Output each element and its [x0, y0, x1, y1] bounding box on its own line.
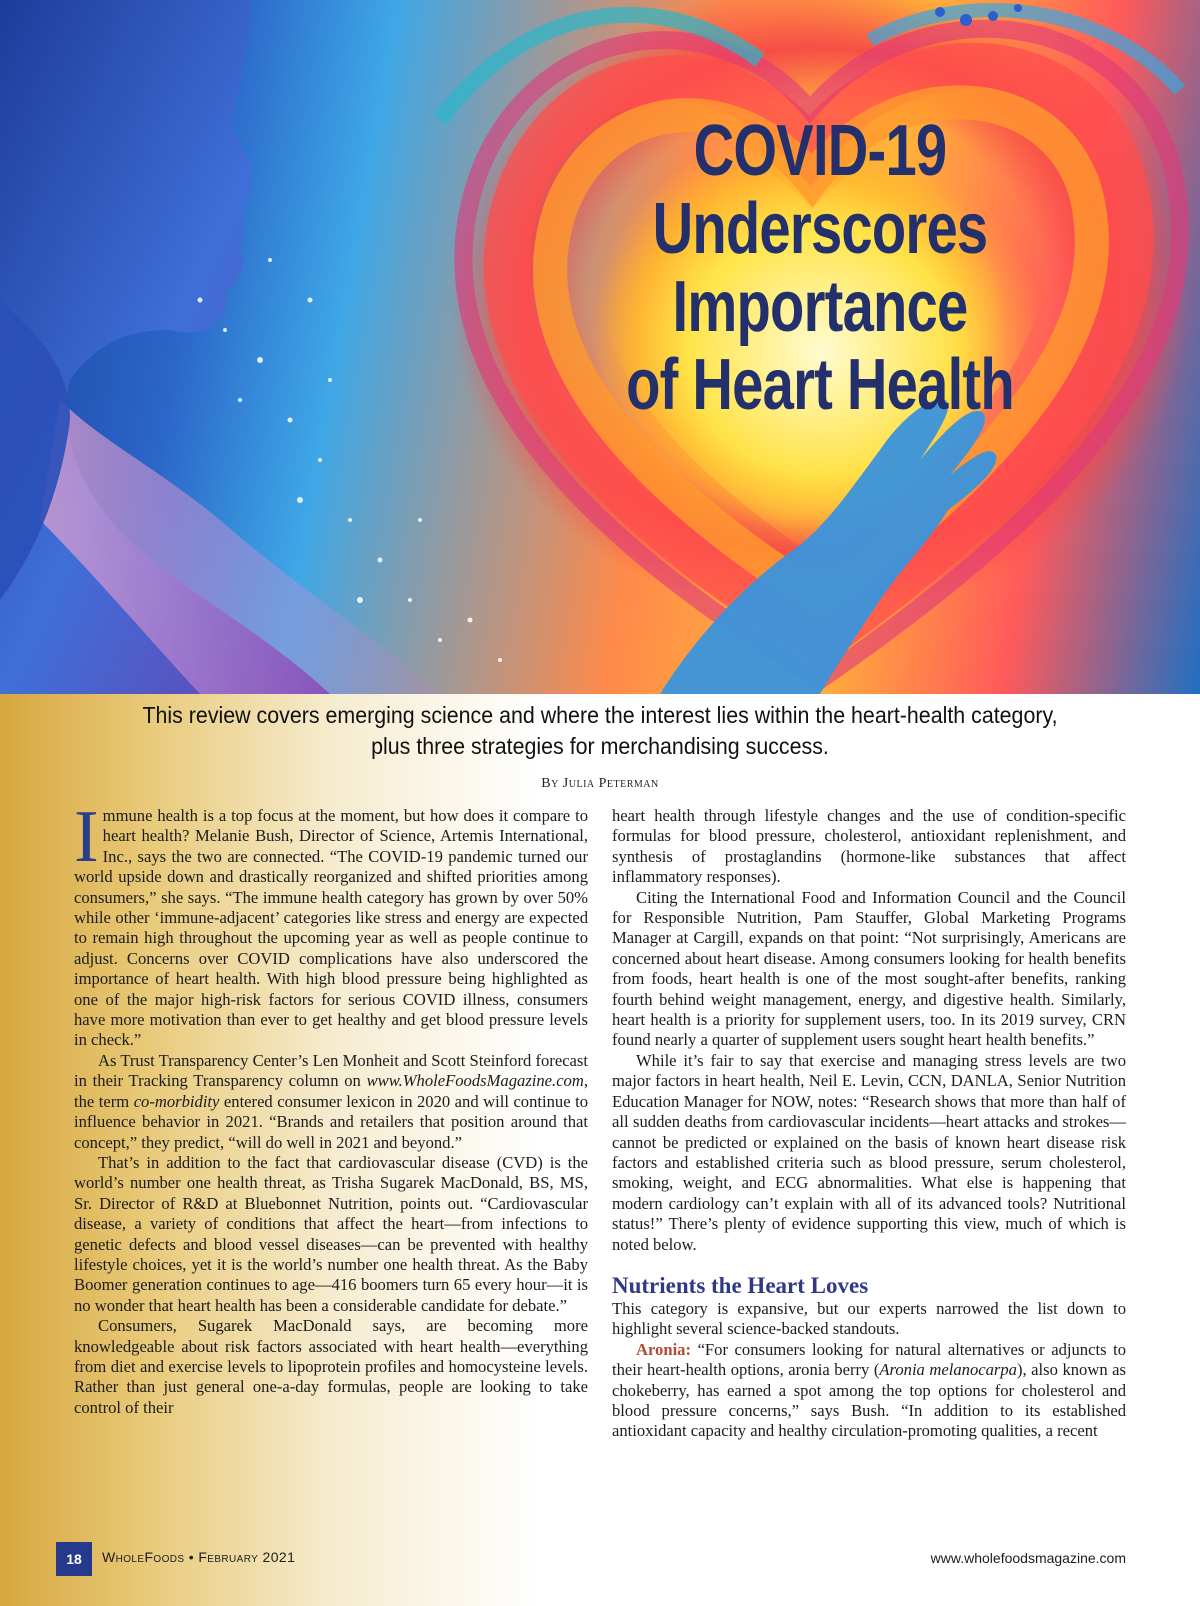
footer-url: www.wholefoodsmagazine.com: [930, 1550, 1126, 1566]
title-line: of Heart Health: [626, 345, 1014, 425]
paragraph: Consumers, Sugarek MacDonald says, are becoming more knowledgeable about risk factors associated with heart health—everything from diet and exercise levels to lipoprotein profiles and homocysteine levels. Rather than just general one-a-day formulas, people are looking to take control of their: [74, 1316, 588, 1417]
left-column: [74, 796, 588, 1418]
title-line: COVID-19 Underscores: [652, 111, 988, 269]
right-column: [612, 806, 1126, 1442]
paragraph: That’s in addition to the fact that cardiovascular disease (CVD) is the world’s number one health threat, as Trisha Sugarek MacDonald, BS, MS, Sr. Director of R&D at Bluebonnet Nutrition, points out. “Cardiovascular disease, a variety of conditions that affect the heart—from infections to genetic defects and blood vessel diseases—can be prevented with healthy lifestyle choices, yet it is the world’s number one health threat. As the Baby Boomer generation continues to age—416 boomers turn 65 every hour—it is no wonder that heart health has been a considerable candidate for debate.”: [74, 1152, 588, 1315]
deck-line: This review covers emerging science and where the interest lies within the heart-health category,: [142, 702, 1058, 728]
paragraph: heart health through lifestyle changes and the use of condition-specific formulas for blood pressure, cholesterol, antioxidant replenishment, and synthesis of prostaglandins (hormone-like substances that affect inflammatory responses).: [612, 806, 1126, 887]
article-deck: [98, 700, 1102, 762]
byline: [0, 776, 1200, 792]
page-number: 18: [56, 1542, 92, 1576]
article-title: [602, 112, 1039, 424]
paragraph: Aronia: “For consumers looking for natural alternatives or adjuncts to their heart-health options, aronia berry (Aronia melanocarpa), also known as chokeberry, has earned a spot among the top options for cholesterol and blood pressure concerns,” says Bush. “In addition to its established antioxidant capacity and healthy circulation-promoting qualities, a recent: [612, 1339, 1126, 1441]
lead-in-label: Aronia:: [636, 1339, 692, 1359]
title-line: Importance: [672, 267, 968, 347]
paragraph: This category is expansive, but our experts narrowed the list down to highlight several science-backed standouts.: [612, 1298, 1126, 1339]
paragraph: Immune health is a top focus at the moment, but how does it compare to heart health? Melanie Bush, Director of Science, Artemis International, Inc., says the two are connected. “The COVID-19 pandemic turned our world upside down and drastically reorganized and shifted priorities among consumers,” she says. “The immune health category has grown by over 50% while other ‘immune-adjacent’ categories like stress and energy are expected to remain high throughout the upcoming year as well as people continue to adjust. Concerns over COVID complications have also underscored the importance of heart health. With high blood pressure being highlighted as one of the major high-risk factors for serious COVID illness, consumers have more motivation than ever to get healthy and get blood pressure levels in check.”: [74, 796, 588, 1050]
term-emphasis: co-morbidity: [133, 1091, 220, 1111]
byline-author: Julia Peterman: [562, 776, 659, 791]
deck-line: plus three strategies for merchandising success.: [371, 733, 829, 759]
paragraph: Citing the International Food and Information Council and the Council for Responsible Nutrition, Pam Stauffer, Global Marketing Programs Manager at Cargill, expands on that point: “Not surprisingly, Americans are concerned about heart disease. Among consumers looking for health benefits from foods, heart health is one of the most sought-after benefits, ranking fourth behind weight management, energy, and digestive health. Similarly, heart health is a priority for supplement users, too. In its 2019 survey, CRN found nearly a quarter of supplement users sought heart health benefits.”: [612, 887, 1126, 1050]
magazine-issue: WholeFoods • February 2021: [102, 1549, 296, 1565]
section-heading: Nutrients the Heart Loves: [612, 1272, 869, 1298]
drop-cap: I: [74, 796, 99, 878]
website-reference: www.WholeFoodsMagazine.com: [366, 1071, 584, 1091]
paragraph: As Trust Transparency Center’s Len Monheit and Scott Steinford forecast in their Tracking Transparency column on www.WholeFoodsMagazine.com, the term co-morbidity entered consumer lexicon in 2020 and will continue to influence behavior in 2021. “Brands and retailers that position around that concept,” they predict, “will do well in 2021 and beyond.”: [74, 1050, 588, 1152]
hero-illustration: [0, 0, 1200, 694]
byline-prefix: By: [541, 776, 559, 791]
paragraph: While it’s fair to say that exercise and managing stress levels are two major factors in heart health, Neil E. Levin, CCN, DANLA, Senior Nutrition Education Manager for NOW, notes: “Research shows that more than half of all sudden deaths from cardiovascular incidents—heart attacks and strokes—cannot be predicted or explained on the basis of known heart disease risk factors and established criteria such as blood pressure, serum cholesterol, smoking, weight, and ECG abnormalities. What else is happening that modern cardiology can’t explain with all of its advanced tools? Nutritional status!” There’s plenty of evidence supporting this view, much of which is noted below.: [612, 1050, 1126, 1254]
species-name: Aronia melanocarpa: [879, 1360, 1017, 1380]
